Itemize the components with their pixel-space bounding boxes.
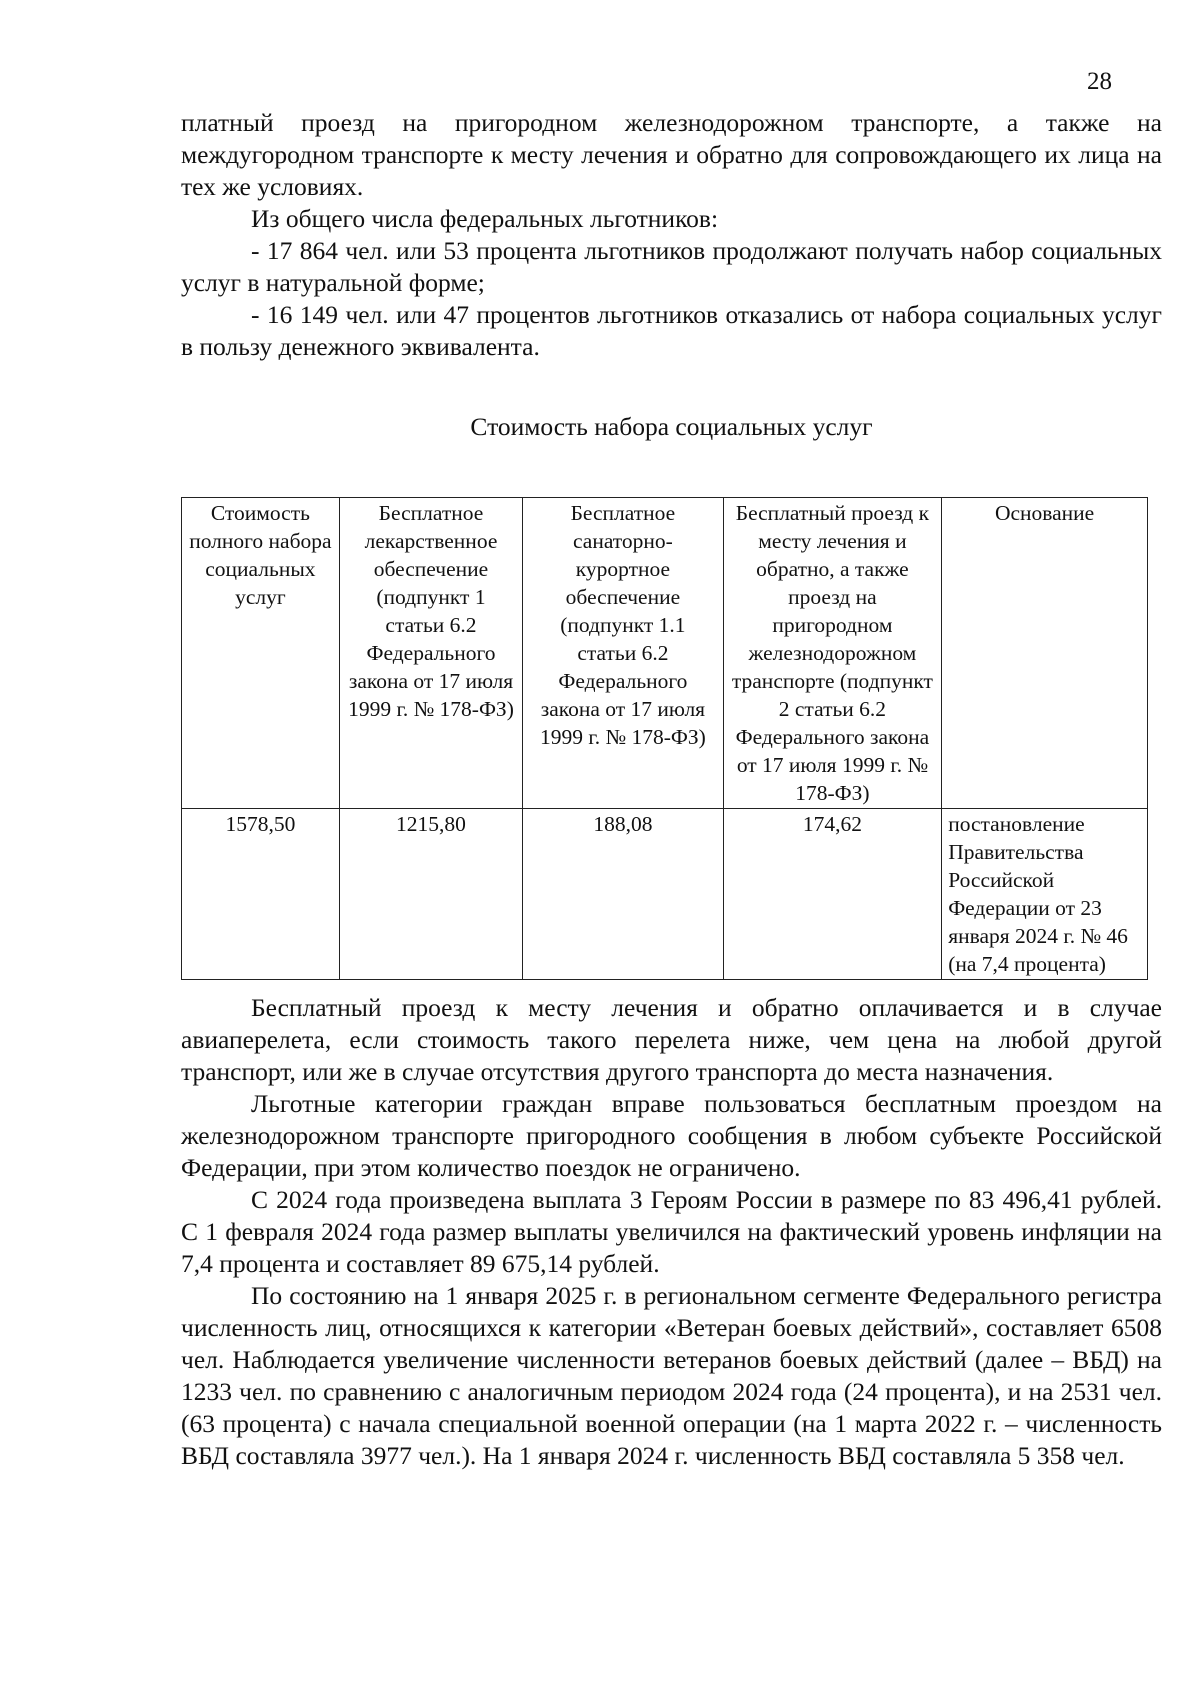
page-number: 28 <box>1087 68 1112 95</box>
paragraph-heroes-payment: С 2024 года произведена выплата 3 Героям России в размере по 83 496,41 рублей. С 1 февраля 2024 года размер выплаты увеличился на фактический уровень инфляции на 7,4 процента и составляет 89 675,14 рублей. <box>181 1185 1162 1278</box>
table-title: Стоимость набора социальных услуг <box>470 412 873 441</box>
intro-text <box>181 107 1162 363</box>
cell-travel: 174,62 <box>723 809 942 980</box>
table-header-row <box>182 498 1148 809</box>
body-text <box>181 992 1162 1472</box>
header-travel: Бесплатный проезд к месту лечения и обратно, а также проезд на пригородном железнодорожном транспорте (подпункт 2 статьи 6.2 Федерального закона от 17 июля 1999 г. № 178-ФЗ) <box>723 498 942 809</box>
list-item-in-kind: - 17 864 чел. или 53 процента льготников продолжают получать набор социальных услуг в натуральной форме; <box>181 236 1162 297</box>
header-full-cost: Стоимость полного набора социальных услуг <box>182 498 340 809</box>
paragraph-air-travel: Бесплатный проезд к месту лечения и обратно оплачивается и в случае авиаперелета, если стоимость такого перелета ниже, чем цена на любой другой транспорт, или же в случае отсутствия другого транспорта до места назначения. <box>181 993 1162 1086</box>
header-sanatorium: Бесплатное санаторно-курортное обеспечение (подпункт 1.1 статьи 6.2 Федерального закона от 17 июля 1999 г. № 178-ФЗ) <box>523 498 723 809</box>
cell-basis: постановление Правительства Российской Федерации от 23 января 2024 г. № 46 (на 7,4 процента) <box>942 809 1148 980</box>
cell-medicines: 1215,80 <box>339 809 522 980</box>
header-basis: Основание <box>942 498 1148 809</box>
social-services-cost-table <box>181 497 1148 980</box>
header-medicines: Бесплатное лекарственное обеспечение (подпункт 1 статьи 6.2 Федерального закона от 17 июля 1999 г. № 178-ФЗ) <box>339 498 522 809</box>
paragraph-veterans: По состоянию на 1 января 2025 г. в региональном сегменте Федерального регистра численность лиц, относящихся к категории «Ветеран боевых действий», составляет 6508 чел. Наблюдается увеличение численности ветеранов боевых действий (далее – ВБД) на 1233 чел. по сравнению с аналогичным периодом 2024 года (24 процента), и на 2531 чел. (63 процента) с начала специальной военной операции (на 1 марта 2022 г. – численность ВБД составляла 3977 чел.). На 1 января 2024 г. численность ВБД составляла 5 358 чел. <box>181 1281 1162 1470</box>
cell-sanatorium: 188,08 <box>523 809 723 980</box>
list-item-cash: - 16 149 чел. или 47 процентов льготников отказались от набора социальных услуг в пользу денежного эквивалента. <box>181 300 1162 361</box>
table-row <box>182 809 1148 980</box>
paragraph-beneficiaries-intro: Из общего числа федеральных льготников: <box>251 204 719 233</box>
paragraph-continuation: платный проезд на пригородном железнодорожном транспорте, а также на междугородном транспорте к месту лечения и обратно для сопровождающего их лица на тех же условиях. <box>181 108 1162 201</box>
paragraph-suburban-rail: Льготные категории граждан вправе пользоваться бесплатным проездом на железнодорожном транспорте пригородного сообщения в любом субъекте Российской Федерации, при этом количество поездок не ограничено. <box>181 1089 1162 1182</box>
cell-full-cost: 1578,50 <box>182 809 340 980</box>
